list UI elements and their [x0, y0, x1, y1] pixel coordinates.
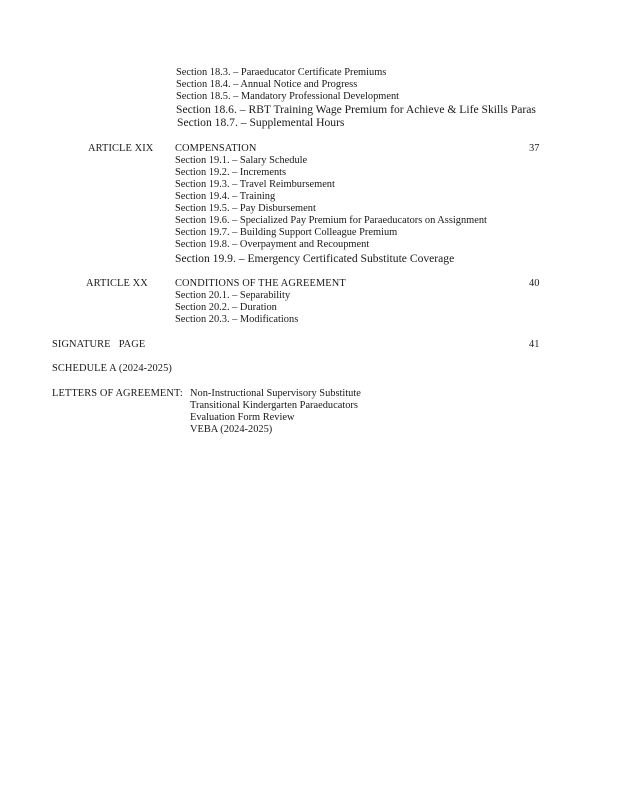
article-xix-title: COMPENSATION	[175, 143, 257, 154]
letter-item: VEBA (2024-2025)	[190, 424, 273, 435]
letter-item: Non-Instructional Supervisory Substitute	[190, 388, 361, 399]
toc-section-19-6: Section 19.6. – Specialized Pay Premium for Paraeducators on Assignment	[175, 215, 487, 226]
article-xx-title: CONDITIONS OF THE AGREEMENT	[175, 278, 346, 289]
toc-section-19-2: Section 19.2. – Increments	[175, 167, 287, 178]
toc-section-19-3: Section 19.3. – Travel Reimbursement	[175, 179, 335, 190]
toc-section-20-1: Section 20.1. – Separability	[175, 290, 291, 301]
article-xx-label: ARTICLE XX	[86, 278, 148, 289]
toc-section-19-8: Section 19.8. – Overpayment and Recoupment	[175, 239, 370, 250]
toc-section-18-7: Section 18.7. – Supplemental Hours	[177, 116, 345, 129]
article-xx-page-number: 40	[529, 278, 540, 289]
toc-section-18-3: Section 18.3. – Paraeducator Certificate Premiums	[176, 67, 387, 78]
toc-section-19-1: Section 19.1. – Salary Schedule	[175, 155, 308, 166]
toc-section-18-4: Section 18.4. – Annual Notice and Progress	[176, 79, 358, 90]
letter-item: Evaluation Form Review	[190, 412, 295, 423]
toc-section-18-5: Section 18.5. – Mandatory Professional Development	[176, 91, 400, 102]
toc-section-20-3: Section 20.3. – Modifications	[175, 314, 299, 325]
toc-section-19-9: Section 19.9. – Emergency Certificated Substitute Coverage	[175, 252, 455, 265]
toc-section-19-4: Section 19.4. – Training	[175, 191, 276, 202]
toc-section-20-2: Section 20.2. – Duration	[175, 302, 277, 313]
toc-section-19-7: Section 19.7. – Building Support Colleague Premium	[175, 227, 398, 238]
signature-page-label: SIGNATURE PAGE	[52, 339, 146, 350]
article-xix-label: ARTICLE XIX	[88, 143, 154, 154]
schedule-a-label: SCHEDULE A (2024-2025)	[52, 363, 172, 374]
toc-section-19-5: Section 19.5. – Pay Disbursement	[175, 203, 316, 214]
article-xix-page-number: 37	[529, 143, 540, 154]
letter-item: Transitional Kindergarten Paraeducators	[190, 400, 358, 411]
signature-page-number: 41	[529, 339, 540, 350]
letters-of-agreement-label: LETTERS OF AGREEMENT:	[52, 388, 183, 399]
toc-section-18-6: Section 18.6. – RBT Training Wage Premium for Achieve & Life Skills Paras	[176, 103, 536, 116]
